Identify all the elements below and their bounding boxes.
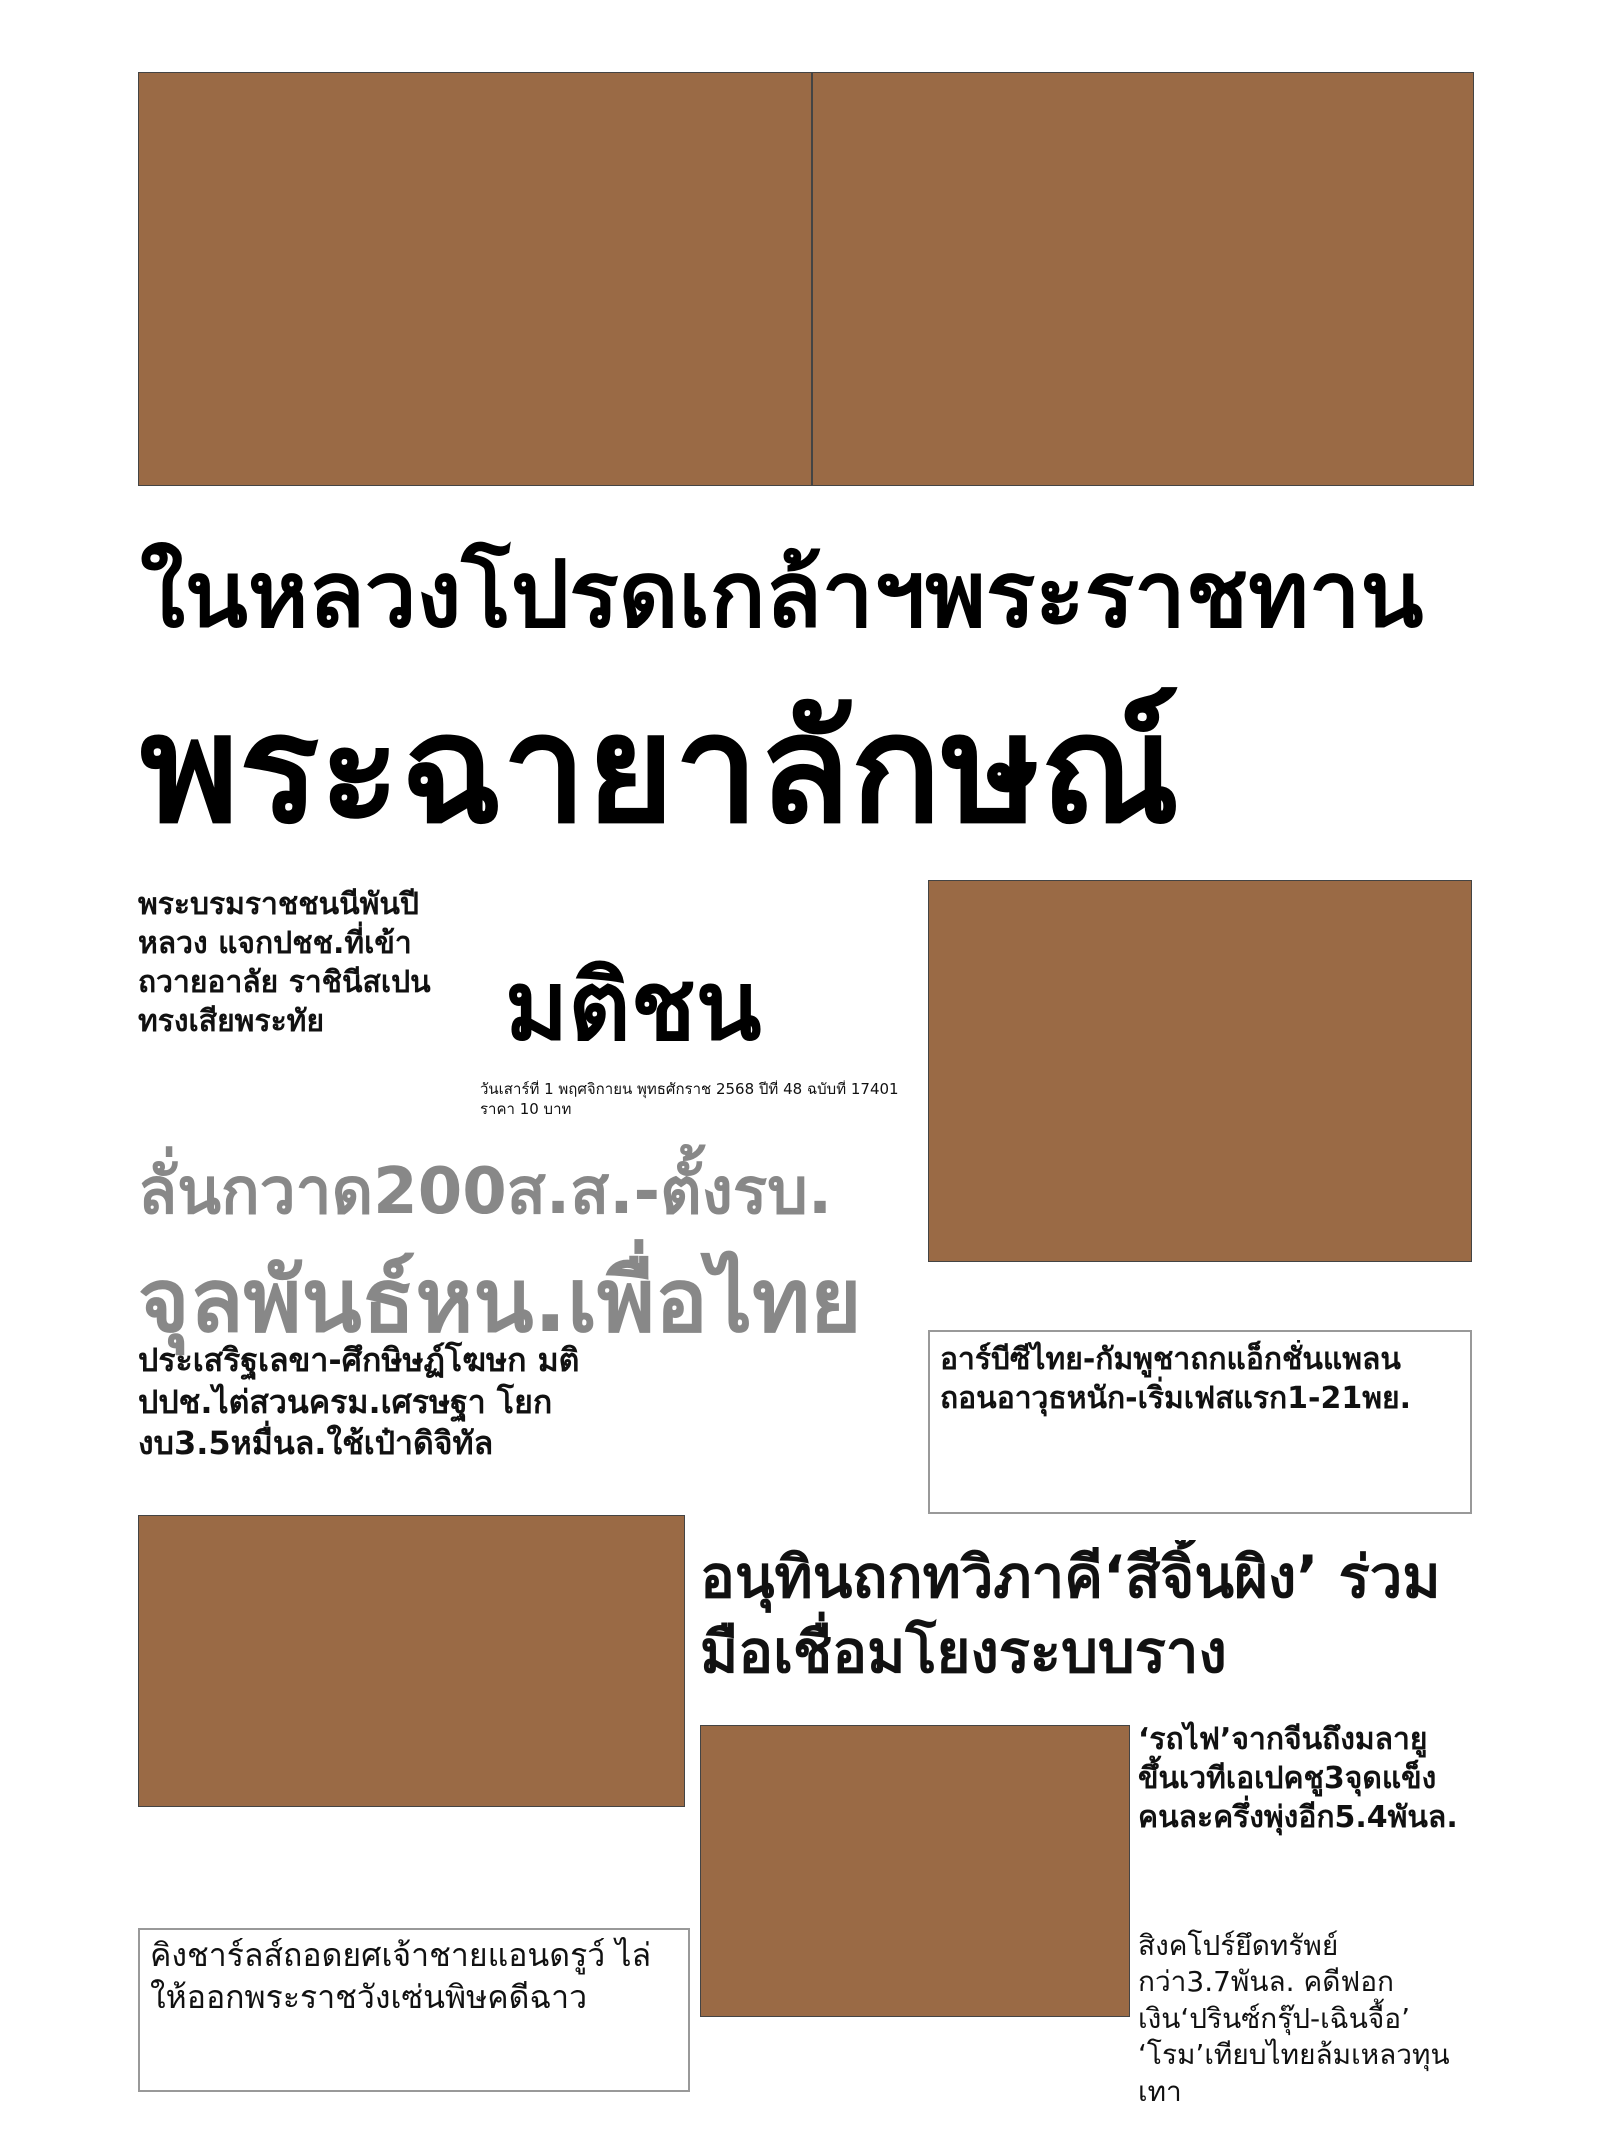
story2-h3: ประเสริฐเลขา-ศึกษิษฏ์โฆษก มติปปช.ไต่สวนครม.เศรษฐา โยกงบ3.5หมื่นล.ใช้เป๋าดิจิทัล <box>138 1341 580 1463</box>
photo-ceremony-right <box>812 72 1474 486</box>
story3: อาร์บีซีไทย-กัมพูชาถกแอ็กชั่นแพลน ถอนอาวุธหนัก-เริ่มเฟสแรก1-21พย. <box>940 1342 1411 1416</box>
story2-h2: จุลพันธ์หน.เพื่อไทย <box>138 1249 862 1352</box>
photo-ceremony-left <box>138 72 812 486</box>
headline-2: พระฉายาลักษณ์ <box>140 683 1180 857</box>
story4-sub: ‘รถไฟ’จากจีนถึงมลายู ขึ้นเวทีเอเปคชู3จุดแข็ง คนละครึ่งพุ่งอีก5.4พันล. <box>1138 1722 1458 1835</box>
photo-party <box>138 1515 685 1807</box>
dateline: วันเสาร์ที่ 1 พฤศจิกายน พุทธศักราช 2568 ปีที่ 48 ฉบับที่ 17401 ราคา 10 บาท <box>480 1080 899 1118</box>
left-story: พระบรมราชชนนีพันปีหลวง แจกปชช.ที่เข้าถวายอาลัย ราชินีสเปนทรงเสียพระทัย <box>138 887 431 1039</box>
headline-1: ในหลวงโปรดเกล้าฯพระราชทาน <box>140 541 1424 648</box>
photo-agrinext <box>700 1725 1130 2017</box>
masthead-logo: มติชน <box>505 950 762 1062</box>
story6: สิงคโปร์ยึดทรัพย์กว่า3.7พันล. คดีฟอกเงิน‘ปรินซ์กรุ๊ป-เฉินจื้อ’ ‘โรม’เทียบไทยล้มเหลวทุนเทา <box>1138 1929 1450 2108</box>
story4: อนุทินถกทวิภาคี‘สีจิ้นผิง’ ร่วมมือเชื่อมโยงระบบราง <box>700 1543 1441 1687</box>
story2-h1: ลั่นกวาด200ส.ส.-ตั้งรบ. <box>138 1155 833 1229</box>
photo-leaders <box>928 880 1472 1262</box>
story5: คิงชาร์ลส์ถอดยศเจ้าชายแอนดรูว์ ไล่ให้ออกพระราชวังเซ่นพิษคดีฉาว <box>150 1936 652 2016</box>
